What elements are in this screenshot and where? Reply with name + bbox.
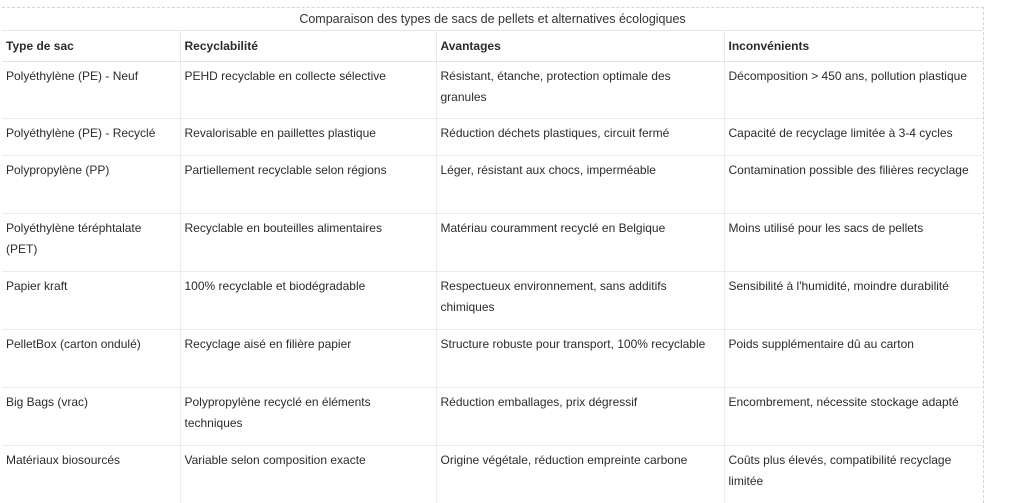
cell-inconvenients: Capacité de recyclage limitée à 3-4 cycles bbox=[724, 119, 983, 156]
cell-avantages: Origine végétale, réduction empreinte carbone bbox=[436, 446, 724, 503]
header-recyclabilite: Recyclabilité bbox=[180, 31, 436, 62]
cell-type: PelletBox (carton ondulé) bbox=[2, 330, 180, 388]
table-caption: Comparaison des types de sacs de pellets et alternatives écologiques bbox=[2, 8, 983, 31]
cell-type: Big Bags (vrac) bbox=[2, 388, 180, 446]
cell-inconvenients: Poids supplémentaire dû au carton bbox=[724, 330, 983, 388]
cell-avantages: Réduction déchets plastiques, circuit fermé bbox=[436, 119, 724, 156]
table-row bbox=[2, 62, 983, 119]
table-row bbox=[2, 272, 983, 330]
cell-avantages: Respectueux environnement, sans additifs chimiques bbox=[436, 272, 724, 330]
header-inconvenients: Inconvénients bbox=[724, 31, 983, 62]
cell-inconvenients: Encombrement, nécessite stockage adapté bbox=[724, 388, 983, 446]
cell-inconvenients: Contamination possible des filières recyclage bbox=[724, 156, 983, 214]
table-row bbox=[2, 330, 983, 388]
cell-avantages: Léger, résistant aux chocs, imperméable bbox=[436, 156, 724, 214]
cell-recyclabilite: Recyclable en bouteilles alimentaires bbox=[180, 214, 436, 272]
table-row bbox=[2, 214, 983, 272]
cell-inconvenients: Moins utilisé pour les sacs de pellets bbox=[724, 214, 983, 272]
cell-recyclabilite: Polypropylène recyclé en éléments techniques bbox=[180, 388, 436, 446]
cell-inconvenients: Coûts plus élevés, compatibilité recyclage limitée bbox=[724, 446, 983, 503]
cell-recyclabilite: Partiellement recyclable selon régions bbox=[180, 156, 436, 214]
cell-type: Papier kraft bbox=[2, 272, 180, 330]
cell-inconvenients: Décomposition > 450 ans, pollution plastique bbox=[724, 62, 983, 119]
cell-avantages: Résistant, étanche, protection optimale des granules bbox=[436, 62, 724, 119]
cell-inconvenients: Sensibilité à l'humidité, moindre durabilité bbox=[724, 272, 983, 330]
table-row bbox=[2, 119, 983, 156]
header-type-de-sac: Type de sac bbox=[2, 31, 180, 62]
cell-type: Polyéthylène téréphtalate (PET) bbox=[2, 214, 180, 272]
cell-recyclabilite: Recyclage aisé en filière papier bbox=[180, 330, 436, 388]
table-header-row bbox=[2, 31, 983, 62]
table-row bbox=[2, 446, 983, 503]
cell-type: Polypropylène (PP) bbox=[2, 156, 180, 214]
cell-avantages: Réduction emballages, prix dégressif bbox=[436, 388, 724, 446]
header-avantages: Avantages bbox=[436, 31, 724, 62]
cell-recyclabilite: PEHD recyclable en collecte sélective bbox=[180, 62, 436, 119]
cell-type: Polyéthylène (PE) - Recyclé bbox=[2, 119, 180, 156]
comparison-table bbox=[2, 31, 983, 503]
cell-recyclabilite: 100% recyclable et biodégradable bbox=[180, 272, 436, 330]
cell-type: Matériaux biosourcés bbox=[2, 446, 180, 503]
cell-type: Polyéthylène (PE) - Neuf bbox=[2, 62, 180, 119]
cell-recyclabilite: Variable selon composition exacte bbox=[180, 446, 436, 503]
cell-recyclabilite: Revalorisable en paillettes plastique bbox=[180, 119, 436, 156]
table-row bbox=[2, 388, 983, 446]
table-row bbox=[2, 156, 983, 214]
cell-avantages: Matériau couramment recyclé en Belgique bbox=[436, 214, 724, 272]
comparison-table-container bbox=[2, 7, 984, 503]
cell-avantages: Structure robuste pour transport, 100% recyclable bbox=[436, 330, 724, 388]
